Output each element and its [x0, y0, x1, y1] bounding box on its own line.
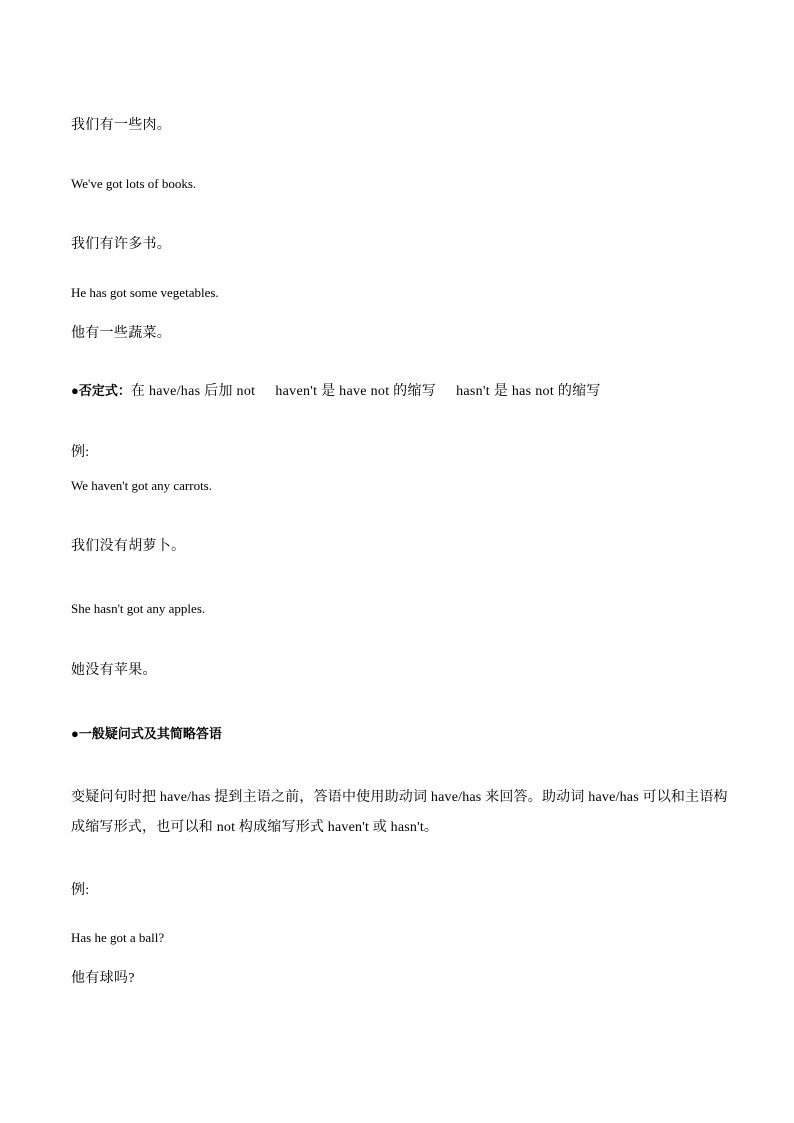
english-sentence: We've got lots of books.: [71, 176, 197, 191]
negative-form-label: ●否定式：: [71, 383, 131, 398]
negative-form-rule: [71, 383, 601, 400]
english-sentence: She hasn't got any apples.: [71, 601, 206, 616]
chinese-sentence: 我们没有胡萝卜。: [71, 539, 186, 554]
negative-form-rule-part: hasn't 是 has not 的缩写: [456, 384, 601, 399]
english-sentence: We haven't got any carrots.: [71, 478, 212, 493]
chinese-sentence: 她没有苹果。: [71, 663, 157, 678]
chinese-sentence: 我们有许多书。: [71, 237, 172, 252]
negative-form-rule-part: 在 have/has 后加 not: [130, 384, 256, 399]
chinese-sentence: 我们有一些肉。: [71, 118, 172, 133]
example-label: 例:: [71, 883, 90, 898]
english-sentence: Has he got a ball?: [71, 930, 165, 945]
example-label: 例:: [71, 445, 90, 460]
english-sentence: He has got some vegetables.: [71, 285, 219, 300]
chinese-sentence: 他有一些蔬菜。: [71, 326, 172, 341]
chinese-sentence: 他有球吗?: [71, 971, 135, 986]
explanation-paragraph: 变疑问句时把 have/has 提到主语之前，答语中使用助动词 have/has 来回答。助动词 have/has 可以和主语构成缩写形式，也可以和 not 构成缩写形式 haven't 或 hasn't。: [71, 790, 728, 835]
section-heading: ●一般疑问式及其简略答语: [71, 726, 222, 741]
negative-form-rule-part: haven't 是 have not 的缩写: [275, 384, 437, 399]
